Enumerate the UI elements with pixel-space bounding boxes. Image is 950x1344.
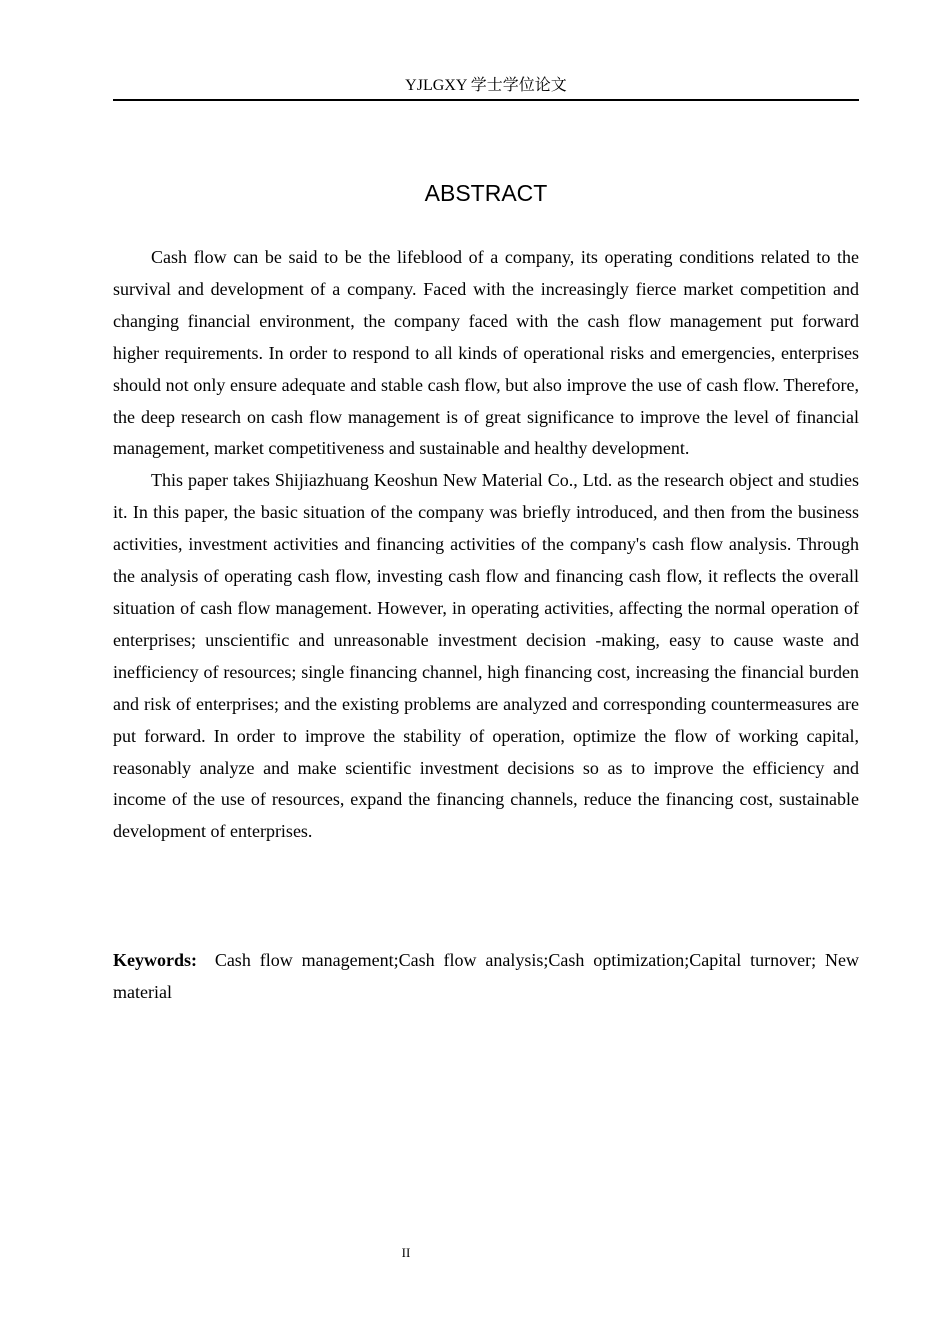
keywords-text: Cash flow management;Cash flow analysis;Cash optimization;Capital turnover; New material [113, 950, 859, 1002]
keywords-label: Keywords: [113, 950, 197, 970]
abstract-paragraph: This paper takes Shijiazhuang Keoshun New Material Co., Ltd. as the research object and studies it. In this paper, the basic situation of the company was briefly introduced, and then from the business activities, investment activities and financing activities of the company's cash flow analysis. Through the analysis of operating cash flow, investing cash flow and financing cash flow, it reflects the overall situation of cash flow management. However, in operating activities, affecting the normal operation of enterprises; unscientific and unreasonable investment decision -making, easy to cause waste and inefficiency of resources; single financing channel, high financing cost, increasing the financial burden and risk of enterprises; and the existing problems are analyzed and corresponding countermeasures are put forward. In order to improve the stability of operation, optimize the flow of working capital, reasonably analyze and make scientific investment decisions so as to improve the efficiency and income of the use of resources, expand the financing channels, reduce the financing cost, sustainable development of enterprises. [113, 470, 859, 842]
abstract-body [113, 242, 859, 848]
page-number: II [401, 1245, 411, 1260]
abstract-title: ABSTRACT [424, 180, 548, 206]
page-header-text: YJLGXY 学士学位论文 [405, 77, 567, 94]
keywords [113, 944, 859, 1008]
abstract-paragraph: Cash flow can be said to be the lifeblood of a company, its operating conditions related to the survival and development of a company. Faced with the increasingly fierce market competition and changing financial environment, the company faced with the cash flow management put forward higher requirements. In order to respond to all kinds of operational risks and emergencies, enterprises should not only ensure adequate and stable cash flow, but also improve the use of cash flow. Therefore, the deep research on cash flow management is of great significance to improve the level of financial management, market competitiveness and sustainable and healthy development. [113, 247, 859, 459]
page-header [113, 74, 859, 101]
